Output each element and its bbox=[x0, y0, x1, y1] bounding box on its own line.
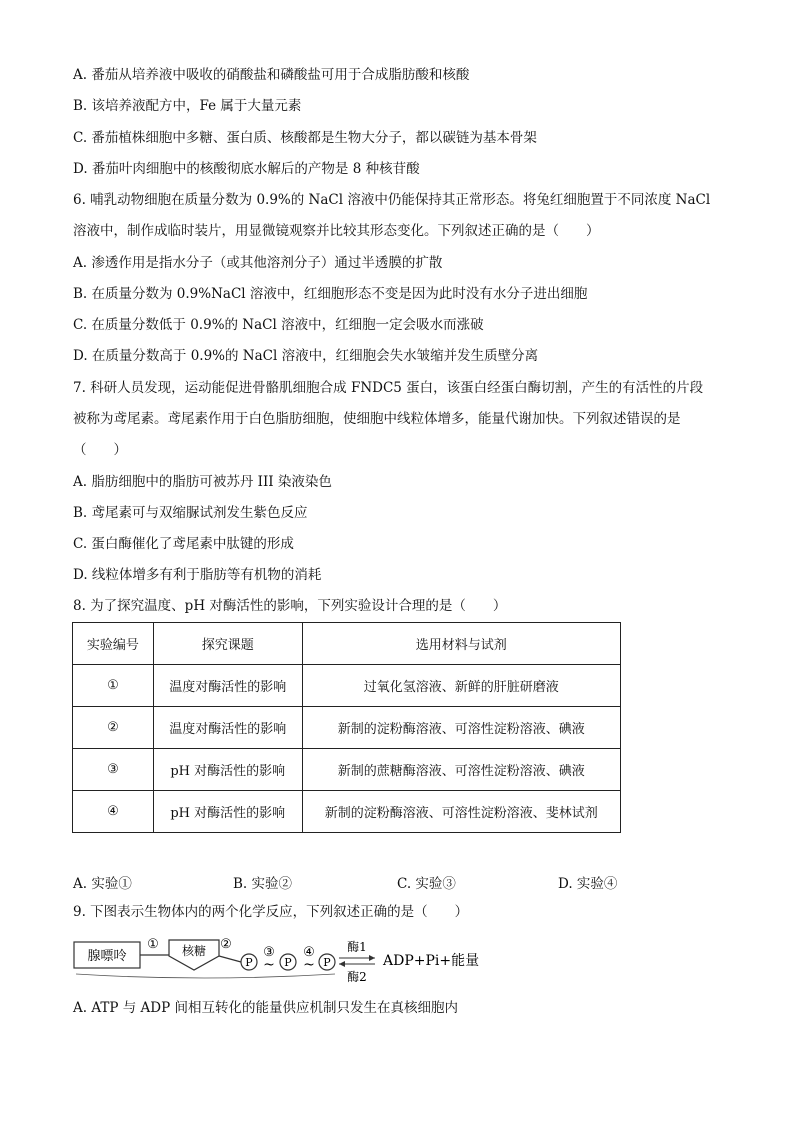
bond-label-3: ③ bbox=[263, 945, 275, 960]
phosphate-label-3: P bbox=[323, 956, 331, 969]
q7-option-c: C. 蛋白酶催化了鸢尾素中肽键的形成 bbox=[73, 536, 294, 552]
forward-arrow-head bbox=[369, 955, 375, 961]
q6-stem-line2: 溶液中，制作成临时装片，用显微镜观察并比较其形态变化。下列叙述正确的是（ ） bbox=[73, 223, 600, 239]
table-cell: 新制的淀粉酶溶液、可溶性淀粉溶液、斐林试剂 bbox=[302, 791, 620, 833]
table-cell: ② bbox=[73, 707, 154, 749]
q7-option-b: B. 鸢尾素可与双缩脲试剂发生紫色反应 bbox=[73, 505, 308, 521]
phosphate-label-2: P bbox=[284, 956, 292, 969]
q8-stem: 8. 为了探究温度、pH 对酶活性的影响，下列实验设计合理的是（ ） bbox=[73, 598, 507, 614]
tilde-1: ~ bbox=[263, 957, 275, 973]
table-header-row bbox=[73, 623, 621, 665]
table-row bbox=[73, 707, 621, 749]
q6-option-d: D. 在质量分数高于 0.9%的 NaCl 溶液中，红细胞会失水皱缩并发生质壁分离 bbox=[73, 348, 539, 364]
enzyme-2-label: 酶2 bbox=[347, 970, 367, 984]
q8-option-d: D. 实验④ bbox=[558, 876, 618, 892]
table-row bbox=[73, 791, 621, 833]
q6-stem-line1: 6. 哺乳动物细胞在质量分数为 0.9%的 NaCl 溶液中仍能保持其正常形态。将兔红细胞置于不同浓度 NaCl bbox=[73, 192, 711, 208]
q7-option-d: D. 线粒体增多有利于脂肪等有机物的消耗 bbox=[73, 567, 322, 583]
bond-label-1: ① bbox=[147, 937, 159, 952]
table-cell: 新制的蔗糖酶溶液、可溶性淀粉溶液、碘液 bbox=[302, 749, 620, 791]
atp-reaction-diagram bbox=[73, 934, 513, 990]
ribose-label: 核糖 bbox=[181, 944, 207, 958]
q5-option-c: C. 番茄植株细胞中多糖、蛋白质、核酸都是生物大分子，都以碳链为基本骨架 bbox=[73, 130, 537, 146]
adenine-label: 腺嘌呤 bbox=[87, 949, 127, 964]
table-cell: ③ bbox=[73, 749, 154, 791]
q7-stem-line3: （ ） bbox=[73, 442, 127, 458]
table-header-cell: 选用材料与试剂 bbox=[302, 623, 620, 665]
table-cell: pH 对酶活性的影响 bbox=[153, 749, 302, 791]
table-header-cell: 探究课题 bbox=[153, 623, 302, 665]
bond-label-4: ④ bbox=[303, 945, 315, 960]
bond-label-2: ② bbox=[220, 937, 232, 952]
table-cell: 新制的淀粉酶溶液、可溶性淀粉溶液、碘液 bbox=[302, 707, 620, 749]
q7-option-a: A. 脂肪细胞中的脂肪可被苏丹 III 染液染色 bbox=[73, 474, 332, 490]
q5-option-a: A. 番茄从培养液中吸收的硝酸盐和磷酸盐可用于合成脂肪酸和核酸 bbox=[73, 67, 470, 83]
q8-option-a: A. 实验① bbox=[73, 876, 132, 892]
table-row bbox=[73, 749, 621, 791]
q9-stem: 9. 下图表示生物体内的两个化学反应，下列叙述正确的是（ ） bbox=[73, 904, 469, 920]
q6-option-b: B. 在质量分数为 0.9%NaCl 溶液中，红细胞形态不变是因为此时没有水分子进出细胞 bbox=[73, 286, 588, 302]
table-cell: 温度对酶活性的影响 bbox=[153, 707, 302, 749]
q7-stem-line1: 7. 科研人员发现，运动能促进骨骼肌细胞合成 FNDC5 蛋白，该蛋白经蛋白酶切割，产生的有活性的片段 bbox=[73, 380, 704, 396]
enzyme-1-label: 酶1 bbox=[347, 940, 367, 954]
q5-option-d: D. 番茄叶肉细胞中的核酸彻底水解后的产物是 8 种核苷酸 bbox=[73, 161, 420, 177]
q9-option-a: A. ATP 与 ADP 间相互转化的能量供应机制只发生在真核细胞内 bbox=[73, 1000, 458, 1016]
table-cell: 温度对酶活性的影响 bbox=[153, 665, 302, 707]
reverse-arrow-head bbox=[339, 961, 345, 967]
table-cell: 过氧化氢溶液、新鲜的肝脏研磨液 bbox=[302, 665, 620, 707]
experiment-table bbox=[72, 622, 621, 833]
products-label: ADP+Pi+能量 bbox=[383, 953, 480, 969]
tilde-2: ~ bbox=[303, 957, 315, 973]
table-cell: ④ bbox=[73, 791, 154, 833]
q8-option-b: B. 实验② bbox=[233, 876, 293, 892]
table-header-cell: 实验编号 bbox=[73, 623, 154, 665]
q5-option-b: B. 该培养液配方中，Fe 属于大量元素 bbox=[73, 98, 302, 114]
phosphate-label-1: P bbox=[245, 956, 253, 969]
q7-stem-line2: 被称为鸢尾素。鸢尾素作用于白色脂肪细胞，使细胞中线粒体增多，能量代谢加快。下列叙述错误的是 bbox=[73, 411, 681, 427]
q6-option-c: C. 在质量分数低于 0.9%的 NaCl 溶液中，红细胞一定会吸水而涨破 bbox=[73, 317, 484, 333]
q8-option-c: C. 实验③ bbox=[397, 876, 456, 892]
table-row bbox=[73, 665, 621, 707]
table-cell: ① bbox=[73, 665, 154, 707]
q6-option-a: A. 渗透作用是指水分子（或其他溶剂分子）通过半透膜的扩散 bbox=[73, 255, 443, 271]
table-cell: pH 对酶活性的影响 bbox=[153, 791, 302, 833]
